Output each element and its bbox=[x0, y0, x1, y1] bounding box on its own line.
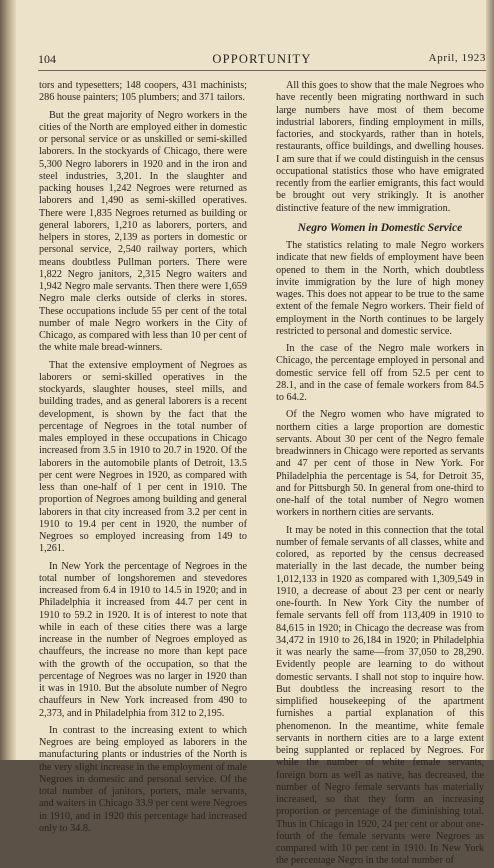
paragraph: In New York the percentage of Negroes in the total number of longshoremen and stevedores increased from 6.4 in 1910 to 14.5 in 1920; and in Philadelphia it increased from 44.7 per cent in 1910 to 59.2 in 1920. It is of interest to note that while in each of these cities there was a large increase in the number of Negroes employed as chauffeurs, the increase no more than kept pace with the growth of the occupation, so that the percentage of Negroes was no larger in 1920 than it was in 1910. But the absolute number of Negro chauffeurs in New York increased from 490 to 2,373, and in Philadelphia from 312 to 2,195. bbox=[39, 560, 247, 719]
page-number: 104 bbox=[38, 52, 56, 66]
paragraph: tors and typesetters; 148 coopers, 431 machinists; 286 house painters; 105 plumbers; and 371 tailors. bbox=[39, 80, 247, 104]
book-gutter bbox=[0, 0, 16, 760]
paragraph: Of the Negro women who have migrated to northern cities a large proportion are domestic servants. About 30 per cent of the Negro female breadwinners in Chicago were reported as servants and 47 per cent of those in New York. For Philadelphia the percentage is 54, for Detroit 35, and for Pittsburgh 50. In general from one-third to one-half of the total number of Negro women workers in northern cities are servants. bbox=[276, 409, 484, 519]
paragraph: In the case of the Negro male workers in Chicago, the percentage employed in personal and domestic service fell off from 52.5 per cent to 28.1, and in the case of female workers from 84.5 to 64.2. bbox=[276, 343, 484, 403]
page-header bbox=[38, 52, 486, 70]
paragraph: All this goes to show that the male Negroes who have recently been migrating northward in such large numbers have most of them become industrial laborers, finding employment in mills, factories, and stockyards, rather than in hotels, restaurants, office buildings, and dwelling houses. I am sure that if we could distinguish in the census occupational statistics those who have emigrated recently from the earlier emigrants, this fact would be brought out very strikingly. It is another distinctive feature of the new immigration. bbox=[276, 80, 484, 214]
header-rule bbox=[38, 70, 486, 71]
page-edge bbox=[486, 0, 494, 760]
paragraph: But the great majority of Negro workers in the cities of the North are employed either in domestic or personal service or as unskilled or semi-skilled laborers. In the stockyards of Chicago, there were 5,300 Negro laborers in 1920 and in the iron and steel industries, 3,201. In the slaughter and packing houses 1,242 Negroes were returned as laborers and 1,490 as semi-skilled operatives. There were 1,835 Negroes returned as building or general laborers, 1,210 as laborers, porters, and helpers in stores, 2,139 as porters in domestic or personal service, 2,540 railway porters, which means doubtless Pullman porters. There were 1,822 Negro janitors, 2,315 Negro waiters and 1,942 Negro male servants. Then there were 1,659 Negro male clerks outside of clerks in stores. These occupations include 55 per cent of the total number of male Negro workers in the City of Chicago, as compared with less than 10 per cent of the white male bread-winners. bbox=[39, 109, 247, 354]
paragraph: That the extensive employment of Negroes as laborers or semi-skilled operatives in the stockyards, slaughter houses, steel mills, and building trades, and as general laborers is a recent development, is shown by the fact that the percentage of Negroes in the total number of males employed in these occupations in Chicago increased from 3.5 in 1910 to 20.7 in 1920. Of the laborers in the automobile plants of Detroit, 13.5 per cent were Negroes in 1920, as compared with less than one-half of 1 per cent in 1910. The proportion of Negroes among building and general laborers in that city increased from 3.2 per cent in 1910 to 19.4 per cent in 1920, the number of Negroes so employed increasing from 149 to 1,261. bbox=[39, 359, 247, 555]
paragraph: In contrast to the increasing extent to which Negroes are being employed as laborers in the manufacturing plants or industries of the North is the very slight increase in the employment of male Negroes in domestic and personal service. Of the total number of janitors, porters, male servants, and waiters in Chicago 33.9 per cent were Negroes in 1910, and in 1920 this percentage had increased only to 34.8. bbox=[39, 724, 247, 834]
left-column bbox=[39, 80, 247, 834]
paragraph: It may be noted in this connection that the total number of female servants of all classes, white and colored, as reported by the census decreased materially in the last decade, the number being 1,012,133 in 1920 as compared with 1,309,549 in 1910, a decrease of about 23 per cent or nearly one-fourth. In New York City the number of female servants fell off from 113,409 in 1910 to 84,615 in 1920; in Chicago the decrease was from 34,472 in 1910 to 26,184 in 1920; in Philadelphia it was nearly the same—from 37,050 to 28,290. Evidently people are learning to do without domestic servants. I shall not stop to inquire how. But doubtless the increasing resort to the simplified housekeeping of the apartment furnishes a partial explanation of this phenomenon. In the meantime, white female servants in northern cities are to a large extent being supplanted or replaced by Negroes. For while the number of white female servants, foreign born as well as native, has decreased, the number of Negro female servants has materially increased, so that they form an increasing proportion or percentage of the diminishing total. Thus in Chicago in 1920, 24 per cent or about one-fourth of the female servants were Negroes as compared with 10 per cent in 1910. In New York the percentage Negro in the total number of bbox=[276, 524, 484, 867]
issue-date: April, 1923 bbox=[428, 52, 486, 64]
right-column bbox=[276, 80, 484, 867]
paragraph: The statistics relating to male Negro workers indicate that new fields of employment have been opened to them in the North, which doubtless invite immigration by the lure of high money wages. This does not appear to be true to the same extent of the female Negro workers. Their field of employment in the North continues to be largely restricted to personal and domestic service. bbox=[276, 240, 484, 337]
running-head: OPPORTUNITY bbox=[212, 52, 312, 66]
section-heading: Negro Women in Domestic Service bbox=[297, 221, 463, 234]
